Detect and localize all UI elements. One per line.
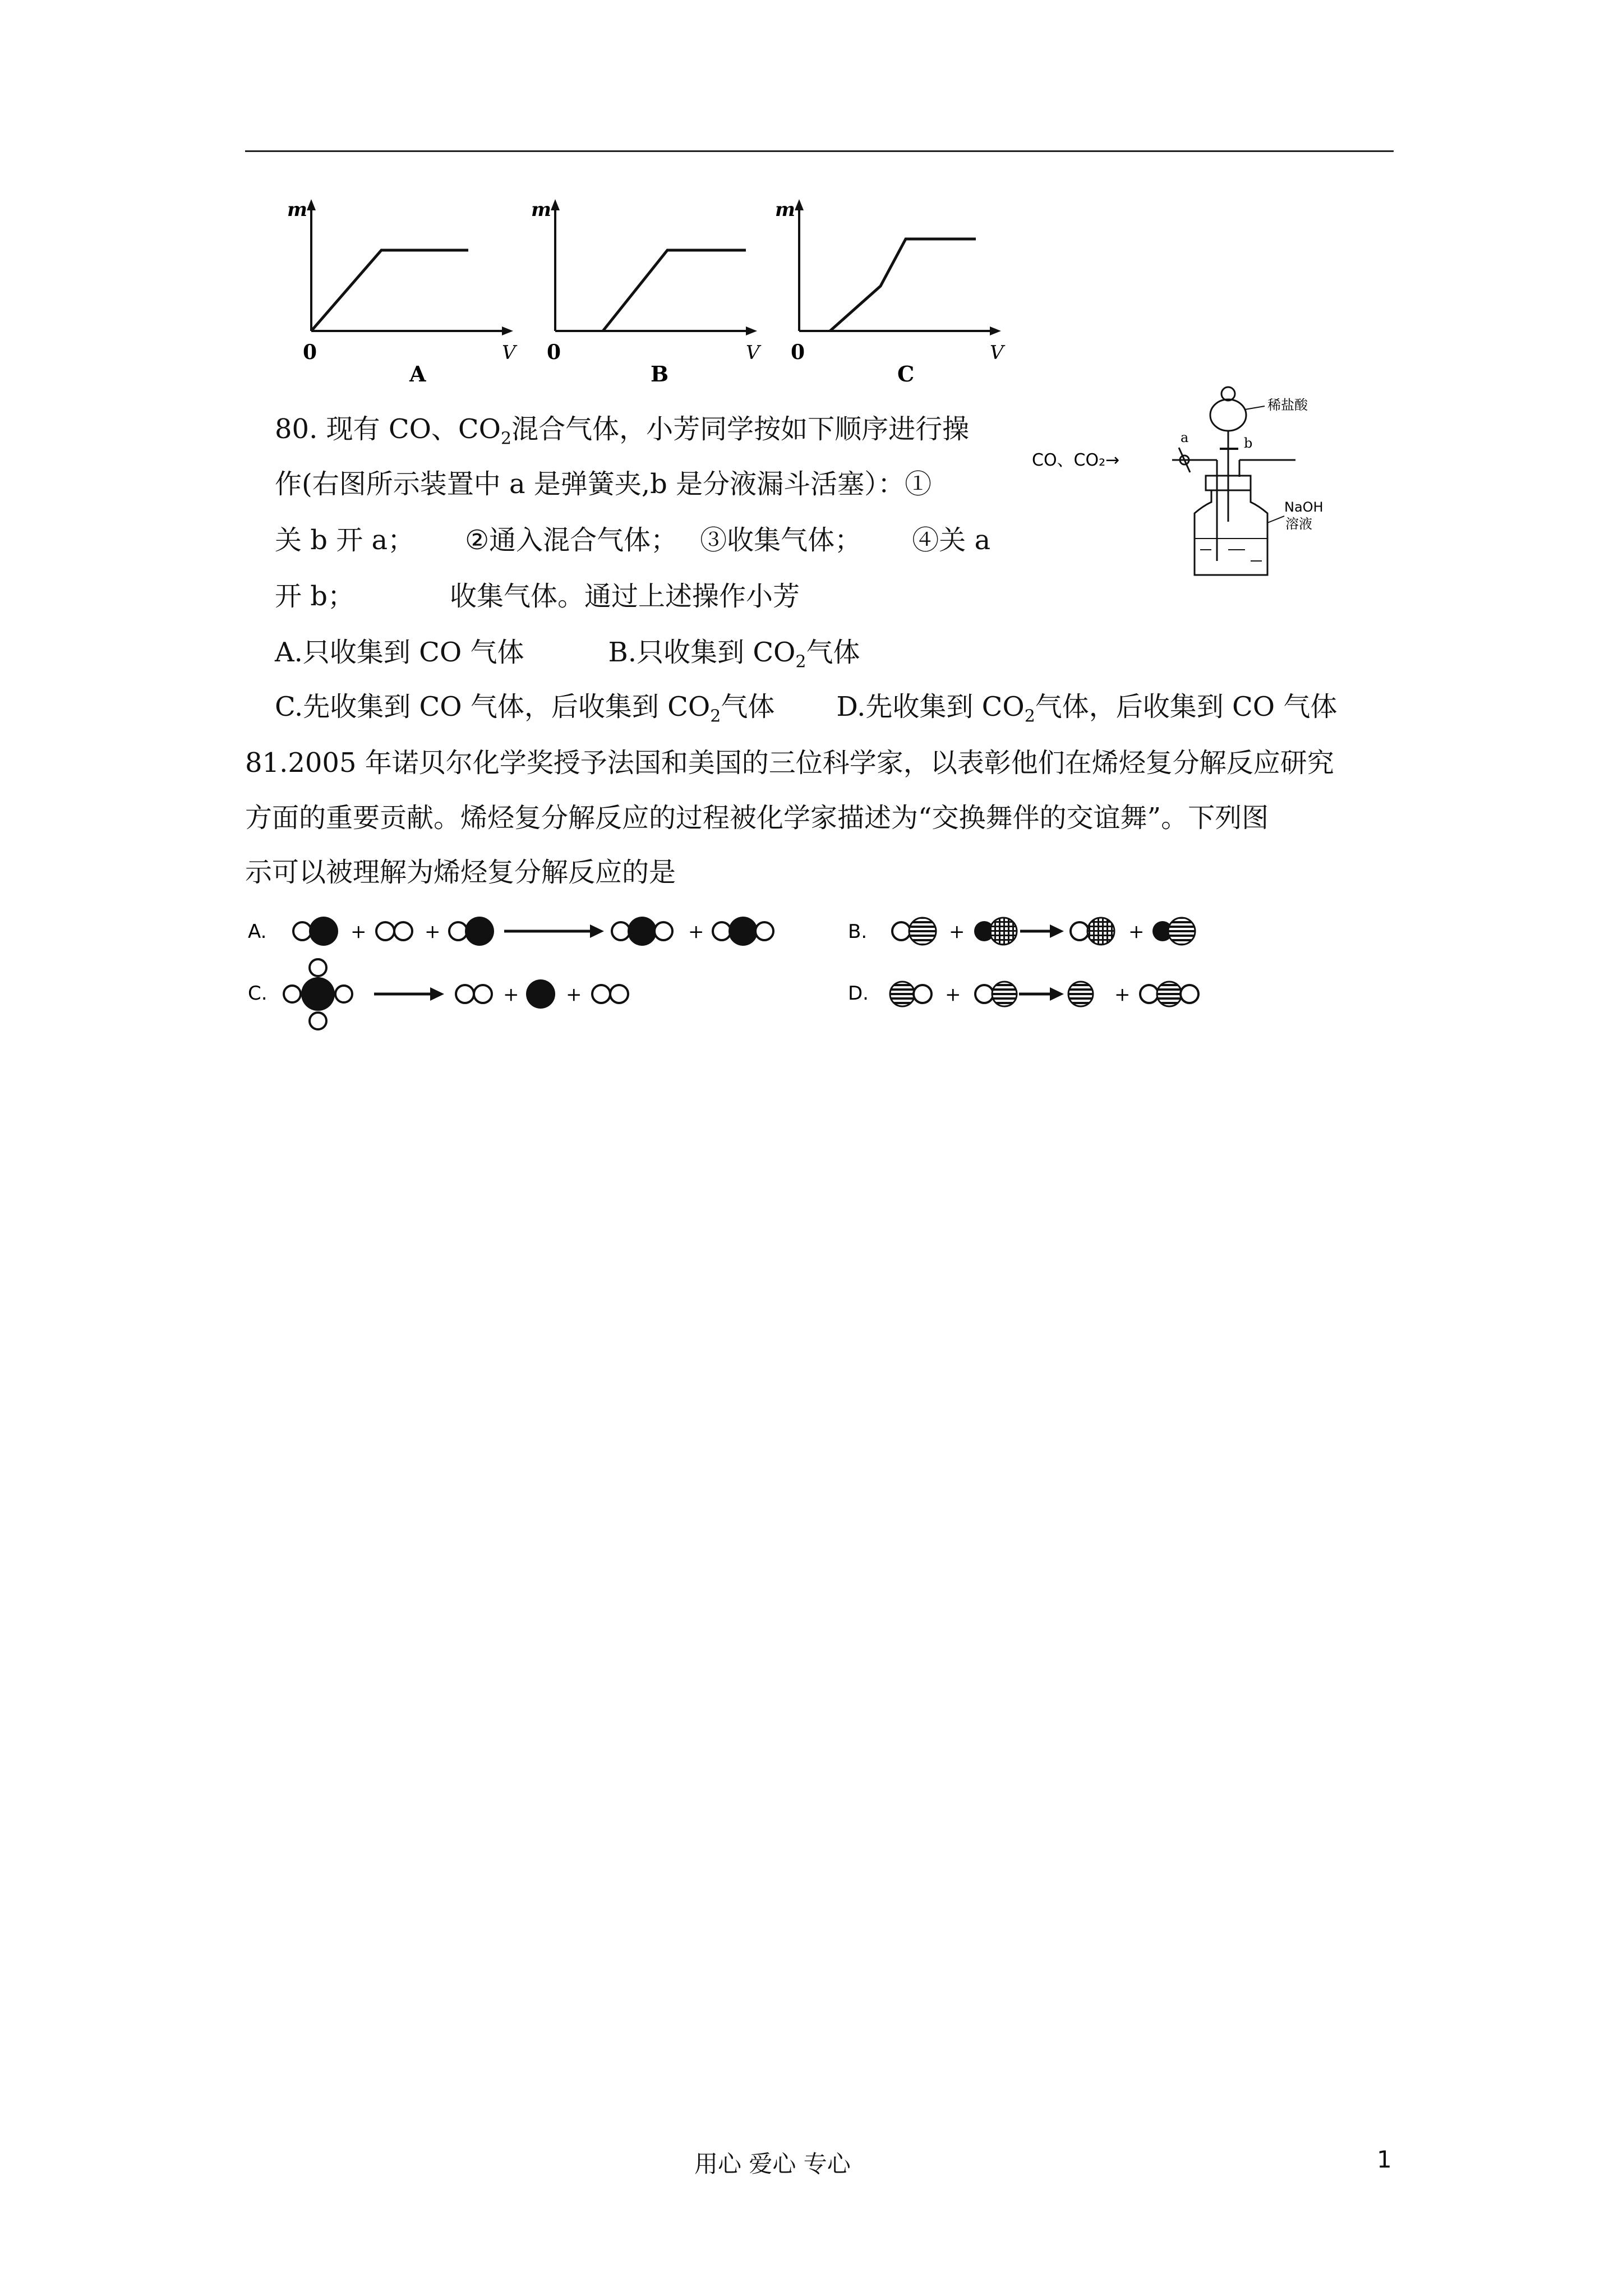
- gas-apparatus-diagram: [1026, 381, 1363, 595]
- molecule-white-white-c1: [456, 985, 492, 1003]
- molecule-white-striped-d: [975, 982, 1017, 1006]
- gas-inlet-label: CO、CO₂→: [1032, 450, 1120, 470]
- graph-c-origin: 0: [791, 341, 805, 364]
- svg-text:+: +: [949, 921, 965, 943]
- molecule-white-black-white: [612, 917, 672, 946]
- molecule-central-black-four-white: [284, 959, 352, 1029]
- graph-a-label: A: [409, 361, 426, 386]
- svg-text:+: +: [351, 921, 367, 943]
- graph-b-xaxis: V: [746, 342, 760, 364]
- header-rule: [245, 150, 1394, 152]
- graph-a-xaxis: V: [502, 342, 516, 364]
- molecule-striped-white: [890, 982, 932, 1006]
- graph-b-origin: 0: [547, 341, 561, 364]
- naoh-label: NaOH: [1284, 499, 1324, 515]
- q80-option-a: A.只收集到 CO 气体: [275, 637, 524, 668]
- q80-option-b: B.只收集到 $CO_2$气体: [608, 637, 860, 672]
- svg-text:+: +: [425, 921, 441, 943]
- q81-line3: 示可以被理解为烯烃复分解反应的是: [245, 857, 676, 888]
- q80-options-cd: [275, 690, 1337, 734]
- q80-option-c: C.先收集到 CO 气体，后收集到 $CO_2$气体: [275, 691, 775, 726]
- graph-b-label: B: [651, 361, 669, 386]
- diagram-label-b: B.: [848, 921, 868, 943]
- graph-c: [768, 196, 1015, 387]
- svg-text:+: +: [945, 983, 961, 1006]
- diagram-label-d: D.: [848, 982, 869, 1005]
- molecule-white-striped: [892, 918, 936, 945]
- label-a: a: [1181, 430, 1189, 445]
- funnel-label: 稀盐酸: [1267, 397, 1308, 413]
- molecule-white-black: [293, 917, 338, 946]
- molecule-white-black-2: [449, 917, 494, 946]
- q81-line2: 方面的重要贡献。烯烃复分解反应的过程被化学家描述为“交换舞伴的交谊舞”。下列图: [245, 802, 1269, 834]
- graph-b: [524, 196, 771, 387]
- q80-line3: 关 b 开 a； ②通入混合气体； ③收集气体； ④关 a: [275, 524, 991, 556]
- q80-line1: 80. 现有 CO、$CO_2$混合气体，小芳同学按如下顺序进行操: [275, 413, 970, 449]
- label-b: b: [1244, 435, 1253, 451]
- atom-striped: [1068, 982, 1093, 1006]
- molecule-white-white: [376, 922, 412, 940]
- q81-line1: 81.2005 年诺贝尔化学奖授予法国和美国的三位科学家，以表彰他们在烯烃复分解反应研究: [245, 747, 1334, 779]
- diagram-label-c: C.: [248, 982, 268, 1005]
- svg-text:+: +: [566, 983, 582, 1006]
- molecule-white-grid: [1071, 918, 1114, 945]
- molecule-diagrams: [245, 903, 1271, 1038]
- atom-black: [526, 979, 555, 1009]
- graph-c-xaxis: V: [990, 342, 1004, 364]
- q80-options-ab: [275, 636, 860, 679]
- graph-a: [280, 196, 527, 387]
- svg-text:+: +: [688, 921, 704, 943]
- svg-text:+: +: [1128, 921, 1145, 943]
- molecule-white-white-c2: [592, 985, 628, 1003]
- diagram-label-a: A.: [248, 921, 267, 943]
- molecule-black-striped: [1152, 918, 1195, 945]
- molecule-white-black-white-2: [713, 917, 773, 946]
- footer-motto: 用心 爱心 专心: [694, 2150, 851, 2178]
- graph-c-label: C: [897, 361, 915, 386]
- solution-label: 溶液: [1285, 516, 1312, 532]
- graph-a-origin: 0: [303, 341, 317, 364]
- q80-option-d: D.先收集到 $CO_2$气体，后收集到 CO 气体: [836, 691, 1338, 726]
- svg-text:+: +: [1114, 983, 1131, 1006]
- molecule-white-striped-white: [1140, 982, 1198, 1006]
- graph-c-yaxis: m: [775, 199, 795, 221]
- q80-line2: 作(右图所示装置中 a 是弹簧夹,b 是分液漏斗活塞）：①: [275, 468, 932, 500]
- molecule-black-grid: [974, 918, 1017, 945]
- q80-line4: 开 b； 收集气体。通过上述操作小芳: [275, 581, 800, 612]
- page-number: 1: [1377, 2146, 1392, 2173]
- svg-text:+: +: [503, 983, 519, 1006]
- graph-b-yaxis: m: [531, 199, 551, 221]
- graph-a-yaxis: m: [287, 199, 307, 221]
